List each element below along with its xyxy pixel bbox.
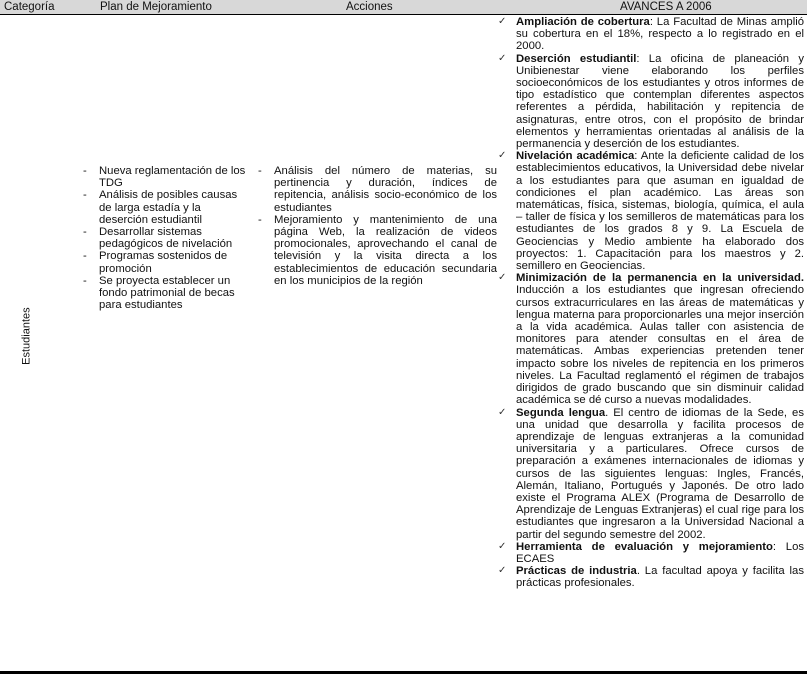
item-title: Herramienta de evaluación y mejoramiento [516,540,773,553]
header-plan: Plan de Mejoramiento [100,1,212,13]
table-header [0,0,807,15]
check-icon: ✓ [498,406,507,418]
check-icon: ✓ [498,150,507,162]
list-item: - Desarrollar sistemas pedagógicos de nivelación [83,226,248,250]
item-title: Nivelación académica [516,150,635,163]
list-item [498,16,804,53]
item-text: : La oficina de planeación y Unibienestar viene elaborando los perfiles socioeconómicos de los estudiantes y otros informes de tipo estadístico que contemplan diferentes aspectos referentes a pérdida, habilitación y repitencia de asignaturas, entre otros, con el propósito de brindar elementos y herramientas orientadas al análisis de la permanencia y deserción de los estudiantes. [516,52,804,151]
check-icon: ✓ [498,565,507,577]
list-item: - Mejoramiento y mantenimiento de una página Web, la realización de videos promocionales, aprovechando el canal de televisión y la visita directa a los establecimientos de educación secundaria en los municipios de la región [258,214,497,287]
item-title: Deserción estudiantil [516,52,637,65]
list-item: - Se proyecta establecer un fondo patrimonial de becas para estudiantes [83,275,248,312]
item-text: : La Facultad de Minas amplió su cobertura en el 18%, respecto a lo registrado en el 2000. [516,16,804,53]
list-item: - Análisis de posibles causas de larga estadía y la deserción estudiantil [83,189,248,226]
acciones-list [258,165,497,287]
list-item: - Nueva reglamentación de los TDG [83,165,248,189]
item-text: . La facultad apoya y facilita las prácticas profesionales. [516,565,804,590]
check-icon: ✓ [498,272,507,284]
list-item: - Análisis del número de materias, su pertinencia y duración, índices de repitencia, análisis socio-económico de los estudiantes [258,165,497,214]
item-text: Inducción a los estudiantes que ingresan ofreciendo cursos extracurriculares en las áreas de matemáticas y lengua materna para proporcionarles una mejor inserción a la vida académica. Aulas taller con asistencia de monitores para atender consultas en el área de matemáticas. Ambas experiencias pretenden tener impacto sobre los niveles de repitencia en los primeros niveles. La Facultad reglamentó el régimen de trabajos dirigidos de grado buscando que sin disminuir calidad académica se dé curso a nuevas modalidades. [516,284,804,407]
list-item [498,150,804,272]
list-item [498,541,804,565]
avances-list [498,16,804,590]
check-icon: ✓ [498,52,507,64]
check-icon: ✓ [498,16,507,27]
list-item [498,565,804,589]
item-text: . El centro de idiomas de la Sede, es una unidad que desarrolla y facilita procesos de aprendizaje de lenguas extranjeras a la comunidad universitaria y a particulares. Ofrece cursos de preparación a exámenes internacionales de idiomas y cursos de las siguientes lenguas: Ingles, Francés, Alemán, Italiano, Portugués y Japonés. De otro lado existe el Programa ALEX (Programa de Desarrollo de Aprendizaje de Lenguas Extranjeras) el cual rige para los estudiantes que ingresaron a la Universidad Nacional a partir del segundo semestre del 2002. [516,406,804,541]
category-label: Estudiantes [20,307,33,365]
plan-list [83,165,248,311]
header-acciones: Acciones [346,1,393,13]
item-title: Segunda lengua [516,406,606,419]
list-item [498,53,804,151]
item-title: Ampliación de cobertura [516,16,650,28]
list-item [498,272,804,406]
check-icon: ✓ [498,540,507,552]
header-avances: AVANCES A 2006 [620,1,712,13]
item-text: : Ante la deficiente calidad de los establecimientos educativos, la Universidad debe nivelar a los estudiantes para que asuman en igualdad de condiciones el plan académico. Las áreas son matemáticas, física, sistemas, biología, química, el aula – taller de física y los semilleros de matemáticas para los estudiantes de los grados 8 y 9. La Escuela de Geociencias y Medio ambiente ha elaborado dos proyectos: 1. Capacitación para los maestros y 2. semillero en Geociencias. [516,150,804,273]
list-item: - Programas sostenidos de promoción [83,250,248,274]
header-categoria: Categoría [4,1,55,13]
bottom-rule [0,671,807,674]
list-item [498,407,804,541]
item-title: Prácticas de industria [516,565,637,578]
category-cell [20,300,48,380]
item-title: Minimización de la permanencia en la universidad. [516,272,804,285]
item-text: : Los ECAES [516,540,804,565]
